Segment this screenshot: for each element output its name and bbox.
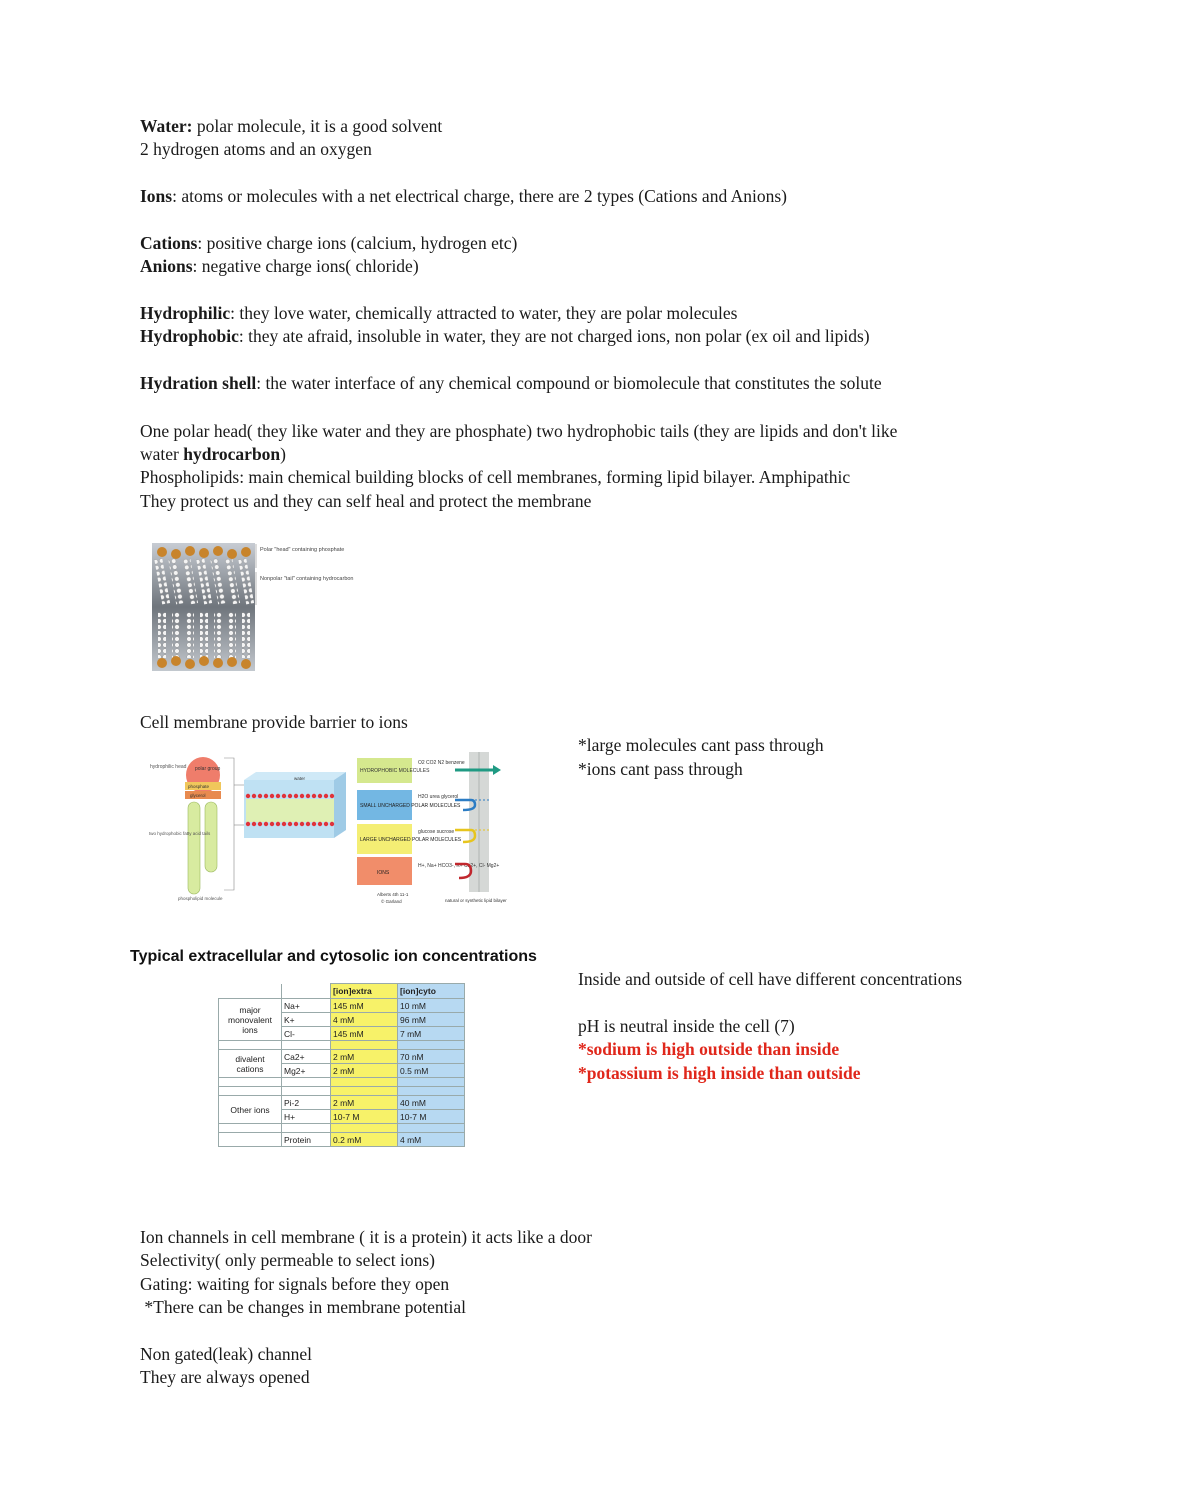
cations-text: : positive charge ions (calcium, hydrogen etc) [197, 233, 518, 253]
channels-line4: *There can be changes in membrane potential [140, 1297, 467, 1317]
channels-line6: They are always opened [140, 1367, 310, 1387]
hydrocarbon-term: hydrocarbon [183, 444, 281, 464]
polar-head-line2-post: ) [280, 444, 286, 464]
group-monovalent: major monovalent ions [219, 999, 282, 1041]
potassium-note: *potassium is high inside than outside [578, 1063, 861, 1083]
hydration-text: : the water interface of any chemical compound or biomolecule that constitutes the solute [256, 373, 882, 393]
cell-sym: Ca2+ [282, 1050, 331, 1064]
cell-sym: Pi-2 [282, 1096, 331, 1110]
table-gap-row [219, 1041, 465, 1050]
phospholipid-molecule-figure [148, 750, 358, 905]
sodium-note: *sodium is high outside than inside [578, 1039, 840, 1059]
anions-term: Anions [140, 256, 193, 276]
table-gap-row [219, 1124, 465, 1133]
polar-head-line2 [140, 443, 286, 466]
cell-sym: H+ [282, 1110, 331, 1124]
cell-cyto: 70 nM [398, 1050, 465, 1064]
water-text: polar molecule, it is a good solvent [192, 116, 443, 136]
bilayer-label: natural or synthetic lipid bilayer [445, 898, 507, 903]
fig1-head-label: Polar "head" containing phosphate [260, 547, 345, 553]
cell-cyto: 7 mM [398, 1027, 465, 1041]
hydrophilic-text: : they love water, chemically attracted to water, they are polar molecules [230, 303, 738, 323]
cell-sym: Cl- [282, 1027, 331, 1041]
credit2: © Garland [381, 899, 402, 904]
polar-head-line1: One polar head( they like water and they are phosphate) two hydrophobic tails (they are lipids and don't like [140, 421, 898, 441]
two-tails-label: two hydrophobic fatty acid tails [149, 831, 211, 836]
hydrophilic-head-label: hydrophilic head [150, 764, 187, 770]
ex-large: glucose sucrose [418, 829, 455, 835]
fig1-tail-label: Nonpolar "tail" containing hydrocarbon [260, 576, 354, 582]
cell-cyto: 96 mM [398, 1013, 465, 1027]
cations-definition [140, 232, 517, 255]
cell-extra: 4 mM [331, 1013, 398, 1027]
channels-line1: Ion channels in cell membrane ( it is a protein) it acts like a door [140, 1227, 592, 1247]
water-line2: 2 hydrogen atoms and an oxygen [140, 139, 372, 159]
hydrophobic-term: Hydrophobic [140, 326, 239, 346]
cell-extra: 145 mM [331, 1027, 398, 1041]
cell-cyto: 10-7 M [398, 1110, 465, 1124]
anions-definition [140, 255, 419, 278]
cat-large: LARGE UNCHARGED POLAR MOLECULES [360, 837, 462, 843]
ex-hydrophobic: O2 CO2 N2 benzene [418, 760, 465, 766]
bilayer-heads-bottom [246, 822, 334, 826]
cell-sym: Na+ [282, 999, 331, 1013]
table-header-row [219, 984, 465, 999]
cell-extra: 10-7 M [331, 1110, 398, 1124]
concentration-line2: pH is neutral inside the cell (7) [578, 1016, 795, 1036]
phospholipid-molecule-label: phospholipid molecule [178, 896, 223, 901]
cell-sym: K+ [282, 1013, 331, 1027]
table-title: Typical extracellular and cytosolic ion concentrations [130, 948, 537, 965]
table-gap-row [219, 1078, 465, 1087]
channels-line5: Non gated(leak) channel [140, 1344, 313, 1364]
table-row [219, 1133, 465, 1147]
header-cyto: [ion]cyto [398, 984, 465, 999]
table-row [219, 999, 465, 1013]
water-term: Water: [140, 116, 193, 136]
header-extra: [ion]extra [331, 984, 398, 999]
polar-head-line2-pre: water [140, 444, 184, 464]
tail-left [188, 802, 200, 894]
cell-extra: 145 mM [331, 999, 398, 1013]
cations-term: Cations [140, 233, 198, 253]
protect-line: They protect us and they can self heal and protect the membrane [140, 491, 592, 511]
credit1: Alberts 4th 11-1 [377, 892, 409, 897]
cell-cyto: 10 mM [398, 999, 465, 1013]
ex-small: H2O urea glycerol [418, 794, 459, 800]
tail-right [205, 802, 217, 872]
barrier-title: Cell membrane provide barrier to ions [140, 712, 408, 732]
permeability-figure [355, 750, 520, 915]
barrier-note2: *ions cant pass through [578, 759, 743, 779]
cell-cyto: 0.5 mM [398, 1064, 465, 1078]
group-divalent: divalent cations [219, 1050, 282, 1078]
block-side [334, 772, 346, 838]
ex-ions: H+, Na+ HCO3-, K+ Ca2+, Cl- Mg2+ [418, 863, 500, 869]
group-other: Other ions [219, 1096, 282, 1124]
table-row [219, 1096, 465, 1110]
anions-text: : negative charge ions( chloride) [192, 256, 419, 276]
concentration-line1: Inside and outside of cell have different concentrations [578, 969, 963, 989]
hydration-term: Hydration shell [140, 373, 257, 393]
cell-cyto: 40 mM [398, 1096, 465, 1110]
hydrophobic-text: : they ate afraid, insoluble in water, they are not charged ions, non polar (ex oil and lipids) [238, 326, 870, 346]
barrier-note1: *large molecules cant pass through [578, 735, 824, 755]
table-gap-row [219, 1087, 465, 1096]
cell-cyto: 4 mM [398, 1133, 465, 1147]
phosphate-label: phosphate [188, 784, 210, 789]
glycerol-label: glycerol [190, 793, 206, 798]
channels-line3: Gating: waiting for signals before they open [140, 1274, 450, 1294]
polar-group-label: polar group [195, 766, 221, 772]
cell-sym: Mg2+ [282, 1064, 331, 1078]
ions-term: Ions [140, 186, 173, 206]
cell-extra: 0.2 mM [331, 1133, 398, 1147]
table-row [219, 1050, 465, 1064]
ions-definition [140, 185, 787, 208]
bilayer-heads-top [246, 794, 334, 798]
cat-ions: IONS [377, 870, 390, 876]
hydration-definition [140, 372, 882, 395]
channels-line2: Selectivity( only permeable to select ions) [140, 1250, 435, 1270]
cell-extra: 2 mM [331, 1064, 398, 1078]
ion-concentration-table [218, 983, 465, 1147]
hydrophilic-definition [140, 302, 737, 325]
phospholipids-line: Phospholipids: main chemical building blocks of cell membranes, forming lipid bilayer. Amphipathic [140, 467, 851, 487]
hydrophilic-term: Hydrophilic [140, 303, 231, 323]
cell-extra: 2 mM [331, 1096, 398, 1110]
hydrophobic-definition [140, 325, 870, 348]
water-label: water [294, 776, 306, 781]
bilayer-figure [150, 540, 354, 675]
cell-extra: 2 mM [331, 1050, 398, 1064]
cat-hydrophobic: HYDROPHOBIC MOLECULES [360, 768, 430, 774]
cat-small: SMALL UNCHARGED POLAR MOLECULES [360, 803, 461, 809]
ions-text: : atoms or molecules with a net electrical charge, there are 2 types (Cations and Anions) [172, 186, 788, 206]
cell-sym: Protein [282, 1133, 331, 1147]
water-definition [140, 115, 442, 138]
bilayer-core [246, 799, 334, 822]
